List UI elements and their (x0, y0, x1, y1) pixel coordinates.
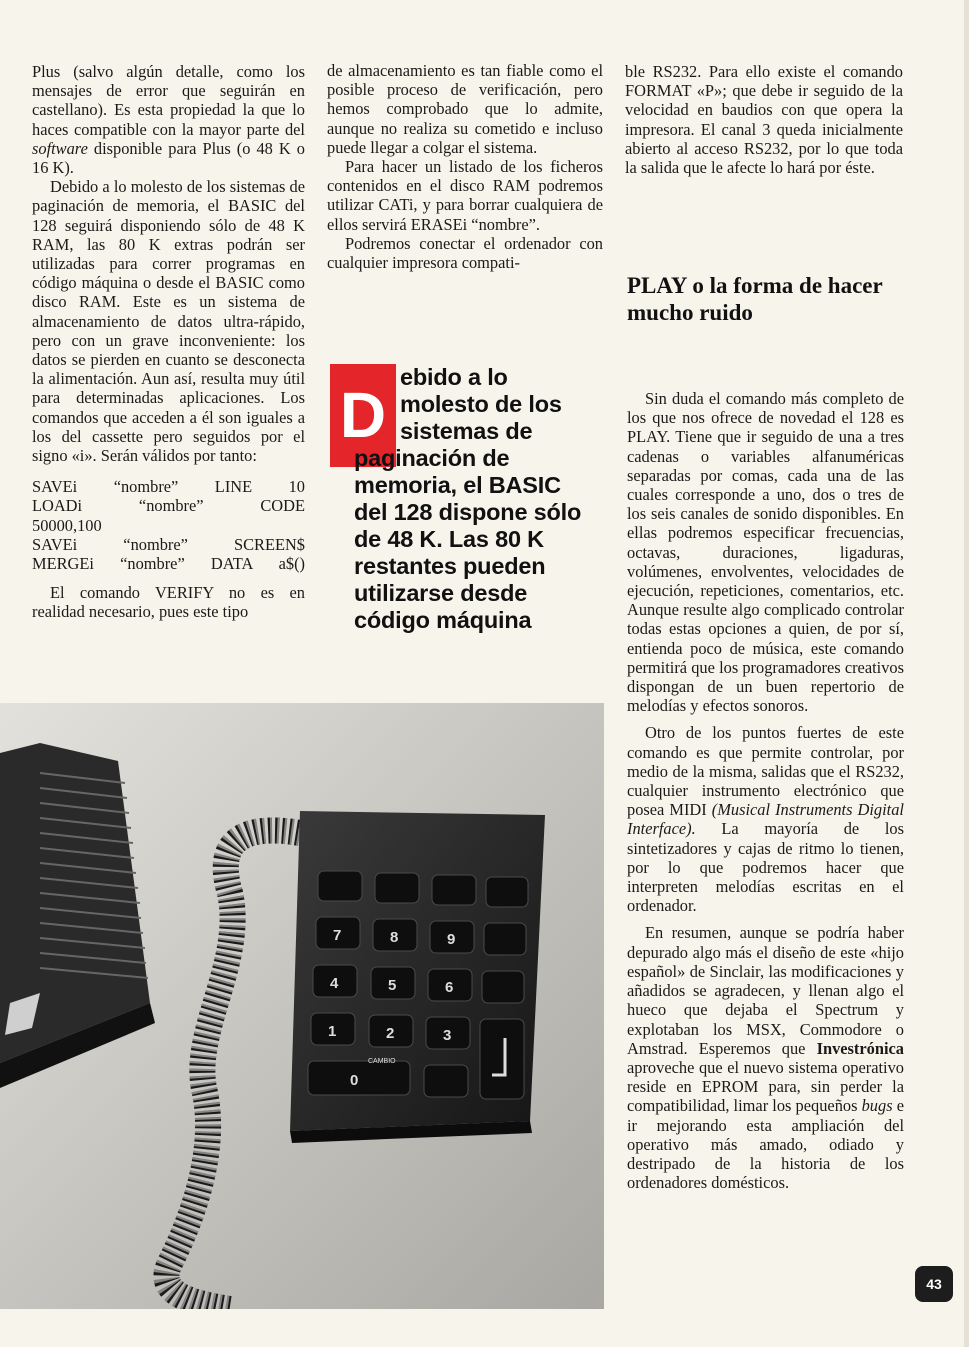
keypad-key-5: 5 (388, 977, 397, 994)
paragraph: El comando VERIFY no es en realidad necesario, pues este tipo (32, 583, 305, 622)
keypad-photo (0, 703, 604, 1309)
code-line: 50000,100 (32, 515, 102, 535)
keypad-key-6: 6 (445, 979, 454, 996)
keypad-key-4: 4 (330, 975, 339, 992)
column-1 (32, 62, 305, 622)
pull-quote-line: restantes pueden (354, 553, 546, 579)
code-listing (32, 477, 305, 573)
keypad-key-9: 9 (447, 931, 456, 948)
pull-quote-line: sistemas de (400, 418, 533, 444)
code-line: MERGEi “nombre” DATA a$() (32, 554, 305, 574)
drop-cap: D (330, 364, 396, 467)
paragraph: Otro de los puntos fuertes de este comando es que permite controlar, por medio de la misma, salidas que el RS232, cualquier instrumento electrónico que posea MIDI (Musical Instruments Digital Interface). La mayoría de los sintetizadores y cajas de ritmo lo tienen, por lo que podremos hacer que interpreten melodías escritas en el ordenador. (627, 723, 904, 916)
code-line: SAVEi “nombre” SCREEN$ (32, 534, 305, 554)
code-line: LOADi “nombre” CODE (32, 496, 305, 516)
pull-quote-line: ebido a lo (400, 364, 508, 390)
pull-quote-line: del 128 dispone sólo (354, 499, 582, 525)
paragraph: Podremos conectar el ordenador con cualquier impresora compati- (327, 233, 603, 273)
pull-quote-line: memoria, el BASIC (354, 472, 561, 498)
keypad-key-2: 2 (386, 1025, 395, 1042)
pull-quote (330, 364, 615, 634)
pull-quote-line: paginación de (354, 445, 510, 471)
page-edge (964, 0, 969, 1347)
paragraph: Sin duda el comando más completo de los que nos ofrece de novedad el 128 es PLAY. Tiene que ir seguido de una a tres cadenas o variables alfanuméricas separadas por comas, cada una de las cuales corresponde a uno, dos o tres de los seis canales de sonido disponibles. En ellas podremos especificar frecuencias, octavas, duraciones, ligaduras, volúmenes, envolventes, velocidades de ejecución, repeticiones, comentarios, etc. Aunque resulte algo complicado controlar todas estas opciones a quien, de por sí, entienda poco de música, este comando permitirá que los programadores creativos dispongan de un buen repertorio de melodías y efectos sonoros. (627, 389, 904, 716)
pull-quote-line: molesto de los (400, 391, 562, 417)
column-3 (627, 389, 904, 1192)
keypad-key-3: 3 (443, 1027, 452, 1044)
pull-quote-line: código máquina (354, 607, 532, 633)
keypad-key-1: 1 (328, 1023, 337, 1040)
paragraph: Para hacer un listado de los ficheros contenidos en el disco RAM podremos utilizar CATi, y para borrar cualquiera de ellos servirá ERASEi “nombre”. (327, 157, 603, 234)
paragraph: Plus (salvo algún detalle, como los mensajes de error que seguirán en castellano). Es esta propiedad la que lo haces compatible con la mayor parte del software disponible para Plus (o 48 K o 16 K). (32, 62, 305, 178)
paragraph: de almacenamiento es tan fiable como el posible proceso de verificación, pero hemos comprobado que lo admite, aunque no realiza su cometido e incluso puede llegar a colgar el sistema. (327, 61, 603, 157)
pull-quote-line: de 48 K. Las 80 K (354, 526, 544, 552)
keypad-key-8: 8 (390, 929, 399, 946)
keypad-photo-illustration (0, 703, 604, 1309)
paragraph: ble RS232. Para ello existe el comando FORMAT «P»; que debe ir seguido de la velocidad en baudios con que opera la impresora. El canal 3 queda inicialmente abierto al acceso RS232, por lo que toda la salida que le afecte lo hará por éste. (625, 62, 903, 178)
code-line: SAVEi “nombre” LINE 10 (32, 477, 305, 497)
page-number: 43 (915, 1266, 953, 1302)
pull-quote-line: utilizarse desde (354, 580, 528, 606)
column-2 (327, 61, 603, 272)
paragraph: Debido a lo molesto de los sistemas de paginación de memoria, el BASIC del 128 seguirá disponiendo sólo de 48 K RAM, las 80 K extras podrán ser utilizadas para correr programas en código máquina o desde el BASIC como disco RAM. Este es un sistema de almacenamiento de datos ultra-rápido, pero con un grave inconveniente: los datos se pierden en cuanto se desconecta la alimentación. Aun así, resulta muy útil para determinadas aplicaciones. Los comandos que acceden a él son iguales a los del cassette pero seguidos por el signo «i». Serán válidos por tanto: (32, 177, 305, 466)
keypad-label-cambio: CAMBIO (368, 1058, 396, 1065)
paragraph: En resumen, aunque se podría haber depurado algo más el diseño de este «hijo español» de Sinclair, las modificaciones y añadidos se agradecen, y llenan algo el hueco que dejaba el Spectrum y explotaban los MSX, Commodore o Amstrad. Esperemos que Investrónica aproveche que el nuevo sistema operativo reside en EPROM para, sin perder la compatibilidad, limar los pequeños bugs e ir mejorando esta ampliación del operativo más amado, odiado y destripado de la historia de los ordenadores domésticos. (627, 923, 904, 1193)
section-heading: PLAY o la forma de hacer mucho ruido (627, 273, 883, 325)
column-3-top (625, 62, 903, 177)
keypad-key-0: 0 (350, 1072, 359, 1089)
keypad-key-7: 7 (333, 927, 342, 944)
